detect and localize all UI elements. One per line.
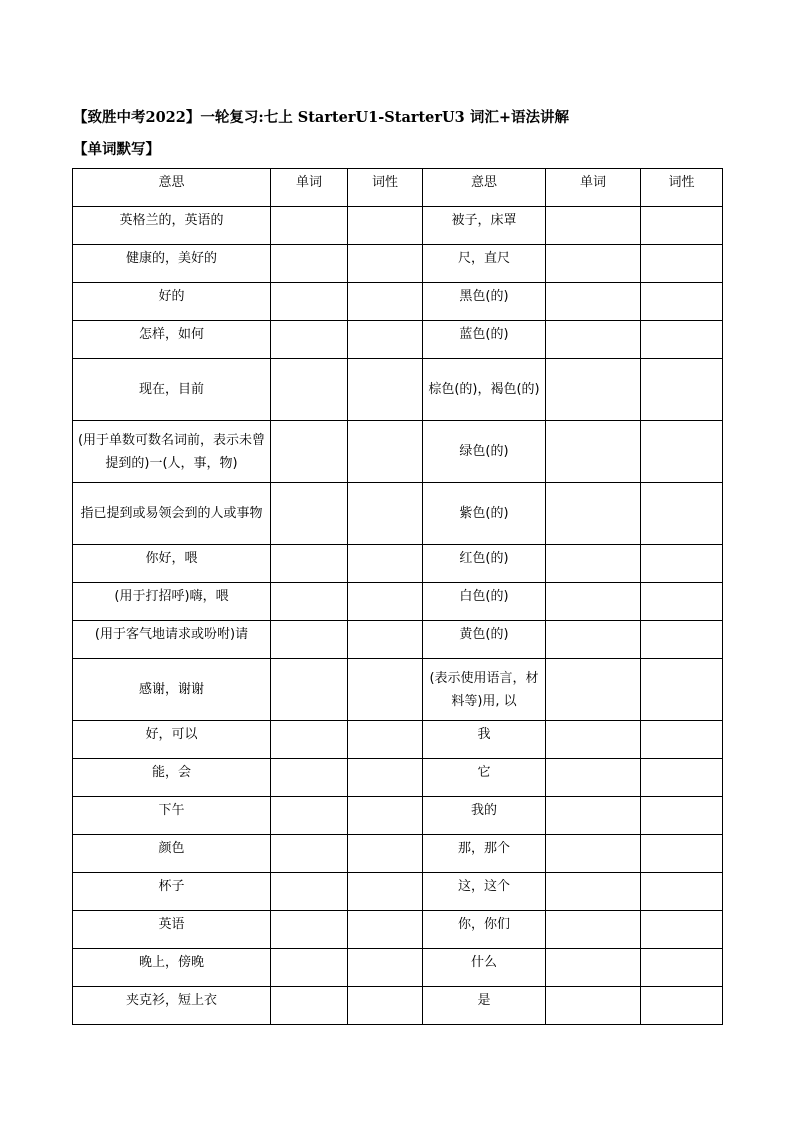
header-pos-left: 词性 (348, 169, 423, 207)
pos-blank-left[interactable] (348, 797, 423, 835)
pos-blank-left[interactable] (348, 545, 423, 583)
table-row (73, 873, 723, 911)
word-blank-right[interactable] (546, 949, 641, 987)
pos-blank-left[interactable] (348, 421, 423, 483)
meaning-cell-right: 尺，直尺 (423, 245, 546, 283)
pos-blank-right[interactable] (641, 797, 723, 835)
pos-blank-left[interactable] (348, 283, 423, 321)
word-blank-left[interactable] (271, 359, 348, 421)
word-blank-right[interactable] (546, 583, 641, 621)
pos-blank-left[interactable] (348, 359, 423, 421)
word-blank-right[interactable] (546, 621, 641, 659)
pos-blank-right[interactable] (641, 245, 723, 283)
table-row (73, 721, 723, 759)
header-pos-right: 词性 (641, 169, 723, 207)
word-blank-right[interactable] (546, 911, 641, 949)
meaning-cell-left: 晚上，傍晚 (73, 949, 271, 987)
section-heading: 【单词默写】 (73, 141, 160, 158)
word-blank-left[interactable] (271, 797, 348, 835)
header-word-right: 单词 (546, 169, 641, 207)
meaning-cell-right: 它 (423, 759, 546, 797)
meaning-cell-right: 你，你们 (423, 911, 546, 949)
pos-blank-right[interactable] (641, 835, 723, 873)
word-blank-left[interactable] (271, 207, 348, 245)
table-row (73, 321, 723, 359)
word-blank-left[interactable] (271, 421, 348, 483)
word-blank-right[interactable] (546, 835, 641, 873)
document-title: 【致胜中考2022】一轮复习:七上 StarterU1-StarterU3 词汇+语法讲解 (73, 109, 569, 126)
table-row (73, 659, 723, 721)
table-row (73, 583, 723, 621)
pos-blank-right[interactable] (641, 987, 723, 1025)
pos-blank-right[interactable] (641, 721, 723, 759)
pos-blank-left[interactable] (348, 659, 423, 721)
meaning-cell-left: (用于客气地请求或吩咐)请 (73, 621, 271, 659)
pos-blank-right[interactable] (641, 583, 723, 621)
meaning-cell-left: 杯子 (73, 873, 271, 911)
meaning-cell-right: 紫色(的) (423, 483, 546, 545)
pos-blank-right[interactable] (641, 483, 723, 545)
table-row (73, 759, 723, 797)
pos-blank-right[interactable] (641, 949, 723, 987)
meaning-cell-right: 绿色(的) (423, 421, 546, 483)
meaning-cell-right: 我的 (423, 797, 546, 835)
meaning-cell-left: 指已提到或易领会到的人或事物 (73, 483, 271, 545)
word-blank-right[interactable] (546, 797, 641, 835)
word-blank-right[interactable] (546, 759, 641, 797)
pos-blank-right[interactable] (641, 621, 723, 659)
table-row (73, 207, 723, 245)
table-row (73, 621, 723, 659)
pos-blank-left[interactable] (348, 207, 423, 245)
word-blank-left[interactable] (271, 759, 348, 797)
meaning-cell-left: 英格兰的，英语的 (73, 207, 271, 245)
header-meaning-right: 意思 (423, 169, 546, 207)
pos-blank-right[interactable] (641, 873, 723, 911)
pos-blank-left[interactable] (348, 621, 423, 659)
pos-blank-left[interactable] (348, 721, 423, 759)
word-blank-right[interactable] (546, 207, 641, 245)
word-blank-right[interactable] (546, 987, 641, 1025)
table-row (73, 245, 723, 283)
meaning-cell-right: 白色(的) (423, 583, 546, 621)
word-blank-left[interactable] (271, 987, 348, 1025)
meaning-cell-left: (用于单数可数名词前，表示未曾提到的)一(人，事，物) (73, 421, 271, 483)
meaning-cell-left: 怎样，如何 (73, 321, 271, 359)
pos-blank-left[interactable] (348, 911, 423, 949)
meaning-cell-left: 好，可以 (73, 721, 271, 759)
word-blank-left[interactable] (271, 483, 348, 545)
table-header-row (73, 169, 723, 207)
pos-blank-left[interactable] (348, 835, 423, 873)
meaning-cell-left: 现在，目前 (73, 359, 271, 421)
pos-blank-left[interactable] (348, 321, 423, 359)
word-blank-left[interactable] (271, 873, 348, 911)
word-blank-left[interactable] (271, 321, 348, 359)
word-blank-right[interactable] (546, 483, 641, 545)
word-blank-right[interactable] (546, 659, 641, 721)
header-meaning-left: 意思 (73, 169, 271, 207)
table-row (73, 797, 723, 835)
word-blank-right[interactable] (546, 359, 641, 421)
pos-blank-left[interactable] (348, 483, 423, 545)
table-row (73, 911, 723, 949)
table-row (73, 421, 723, 483)
meaning-cell-right: 这，这个 (423, 873, 546, 911)
word-blank-right[interactable] (546, 873, 641, 911)
pos-blank-left[interactable] (348, 245, 423, 283)
pos-blank-right[interactable] (641, 283, 723, 321)
meaning-cell-right: 是 (423, 987, 546, 1025)
meaning-cell-right: 棕色(的)，褐色(的) (423, 359, 546, 421)
word-blank-left[interactable] (271, 545, 348, 583)
pos-blank-left[interactable] (348, 949, 423, 987)
vocabulary-table (72, 168, 723, 1025)
meaning-cell-left: 下午 (73, 797, 271, 835)
pos-blank-left[interactable] (348, 987, 423, 1025)
meaning-cell-left: 夹克衫，短上衣 (73, 987, 271, 1025)
meaning-cell-right: 蓝色(的) (423, 321, 546, 359)
pos-blank-right[interactable] (641, 321, 723, 359)
pos-blank-left[interactable] (348, 759, 423, 797)
meaning-cell-left: 能，会 (73, 759, 271, 797)
word-blank-left[interactable] (271, 721, 348, 759)
meaning-cell-left: 健康的，美好的 (73, 245, 271, 283)
table-row (73, 545, 723, 583)
meaning-cell-right: (表示使用语言，材料等)用, 以 (423, 659, 546, 721)
word-blank-left[interactable] (271, 659, 348, 721)
pos-blank-right[interactable] (641, 421, 723, 483)
table-row (73, 835, 723, 873)
pos-blank-left[interactable] (348, 583, 423, 621)
word-blank-right[interactable] (546, 421, 641, 483)
table-row (73, 987, 723, 1025)
word-blank-right[interactable] (546, 321, 641, 359)
word-blank-left[interactable] (271, 583, 348, 621)
meaning-cell-left: 好的 (73, 283, 271, 321)
meaning-cell-left: (用于打招呼)嗨，喂 (73, 583, 271, 621)
word-blank-right[interactable] (546, 545, 641, 583)
meaning-cell-left: 英语 (73, 911, 271, 949)
meaning-cell-left: 你好，喂 (73, 545, 271, 583)
meaning-cell-right: 红色(的) (423, 545, 546, 583)
table-row (73, 359, 723, 421)
word-blank-left[interactable] (271, 621, 348, 659)
word-blank-right[interactable] (546, 721, 641, 759)
meaning-cell-left: 颜色 (73, 835, 271, 873)
pos-blank-right[interactable] (641, 545, 723, 583)
word-blank-left[interactable] (271, 283, 348, 321)
word-blank-left[interactable] (271, 835, 348, 873)
table-row (73, 949, 723, 987)
meaning-cell-right: 那，那个 (423, 835, 546, 873)
meaning-cell-left: 感谢，谢谢 (73, 659, 271, 721)
meaning-cell-right: 什么 (423, 949, 546, 987)
word-blank-left[interactable] (271, 949, 348, 987)
table-row (73, 283, 723, 321)
word-blank-left[interactable] (271, 245, 348, 283)
pos-blank-right[interactable] (641, 911, 723, 949)
pos-blank-left[interactable] (348, 873, 423, 911)
pos-blank-right[interactable] (641, 659, 723, 721)
pos-blank-right[interactable] (641, 759, 723, 797)
meaning-cell-right: 被子，床罩 (423, 207, 546, 245)
word-blank-right[interactable] (546, 245, 641, 283)
table-row (73, 483, 723, 545)
pos-blank-right[interactable] (641, 207, 723, 245)
meaning-cell-right: 黄色(的) (423, 621, 546, 659)
header-word-left: 单词 (271, 169, 348, 207)
pos-blank-right[interactable] (641, 359, 723, 421)
word-blank-right[interactable] (546, 283, 641, 321)
word-blank-left[interactable] (271, 911, 348, 949)
meaning-cell-right: 黑色(的) (423, 283, 546, 321)
meaning-cell-right: 我 (423, 721, 546, 759)
